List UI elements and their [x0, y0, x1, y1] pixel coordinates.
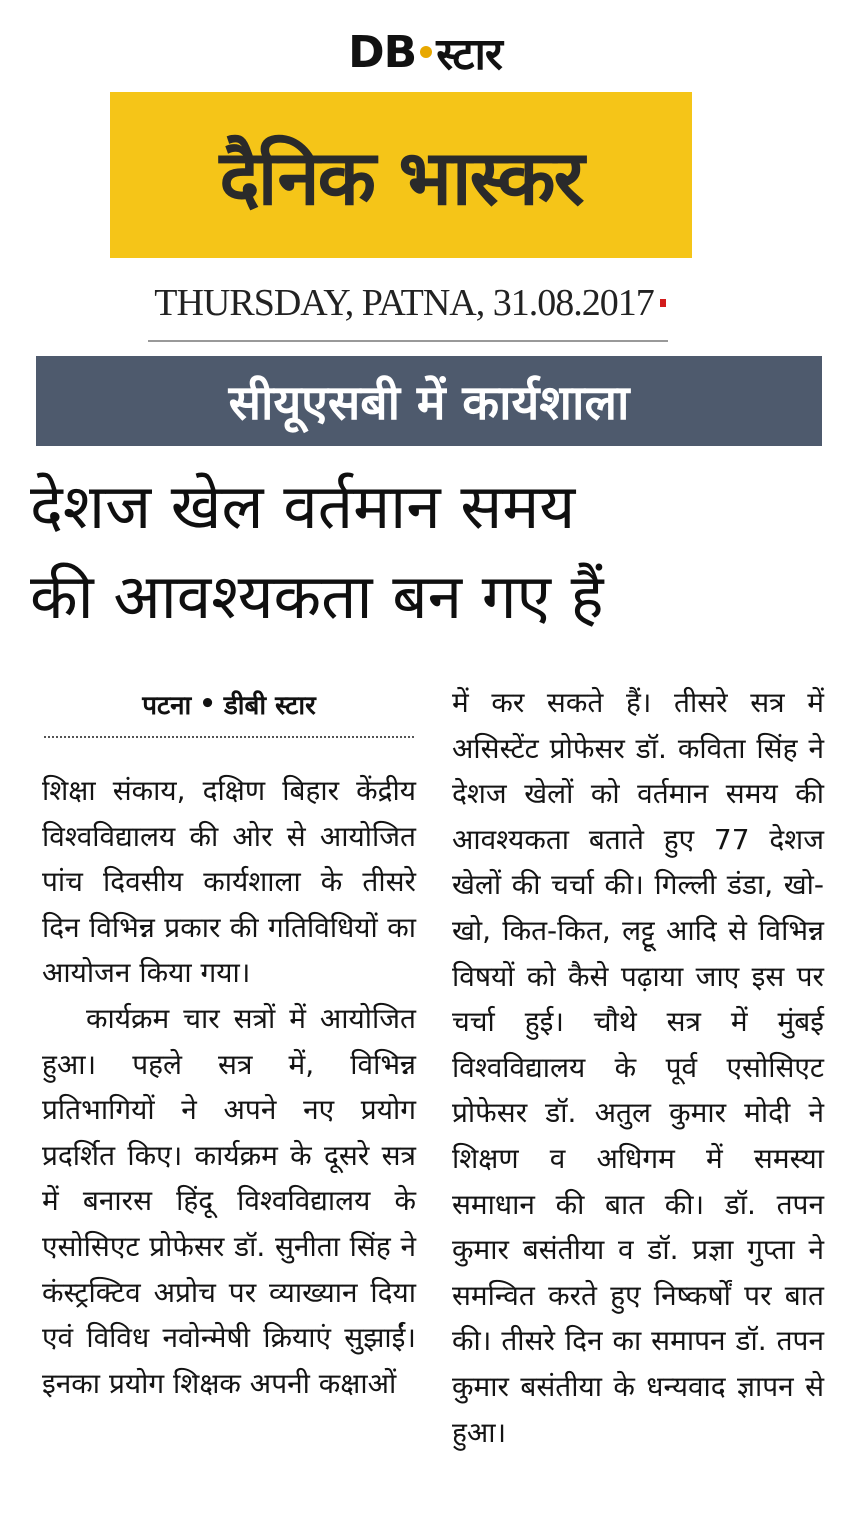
headline-line-1: देशज खेल वर्तमान समय: [30, 470, 576, 543]
dateline-text: THURSDAY, PATNA, 31.08.2017: [154, 282, 654, 324]
masthead-title: दैनिक भास्कर: [219, 132, 583, 222]
article-paragraph: में कर सकते हैं। तीसरे सत्र में असिस्टेंट प्रोफेसर डॉ. कविता सिंह ने देशज खेलों को वर्तमान समय की आवश्यकता बताते हुए 77 देशज खेलों की चर्चा की। गिल्ली डंडा, खो-खो, कित-कित, लट्टू आदि से विभिन्न विषयों को कैसे पढ़ाया जाए इस पर चर्चा हुई। चौथे सत्र में मुंबई विश्वविद्यालय के पूर्व एसोसिएट प्रोफेसर डॉ. अतुल कुमार मोदी ने शिक्षण व अधिगम में समस्या समाधान की बात की। डॉ. तपन कुमार बसंतीया व डॉ. प्रज्ञा गुप्ता ने समन्वित करते हुए निष्कर्षों पर बात की। तीसरे दिन का समापन डॉ. तपन कुमार बसंतीया के धन्यवाद ज्ञापन से हुआ।: [452, 686, 824, 1449]
kicker-title: सीयूएसबी में कार्यशाला: [228, 374, 630, 431]
db-star-logo: [290, 24, 560, 80]
logo-dot-icon: [420, 46, 432, 58]
db-star-logo-right: स्टार: [436, 29, 502, 80]
byline-city: पटना: [142, 691, 192, 721]
byline: [44, 684, 414, 724]
db-star-logo-left: DB: [348, 26, 417, 78]
byline-bullet: •: [199, 689, 216, 719]
byline-source: डीबी स्टार: [223, 691, 316, 721]
headline-line-2: की आवश्यकता बन गए हैं: [30, 560, 604, 633]
article-column-left: [42, 768, 416, 1406]
dateline: [150, 278, 670, 328]
masthead-banner: [110, 92, 692, 258]
article-paragraph: कार्यक्रम चार सत्रों में आयोजित हुआ। पहले सत्र में, विभिन्न प्रतिभागियों ने अपने नए प्रयोग प्रदर्शित किए। कार्यक्रम के दूसरे सत्र में बनारस हिंदू विश्वविद्यालय के एसोसिएट प्रोफेसर डॉ. सुनीता सिंह ने कंस्ट्रक्टिव अप्रोच पर व्याख्यान दिया एवं विविध नवोन्मेषी क्रियाएं सुझाईं। इनका प्रयोग शिक्षक अपनी कक्षाओं: [42, 1001, 416, 1400]
article-column-right: [452, 680, 824, 1455]
headline: [30, 462, 830, 642]
kicker-banner: [36, 356, 822, 446]
red-dot-icon: [660, 299, 666, 307]
dateline-divider: [148, 340, 668, 342]
article-paragraph: शिक्षा संकाय, दक्षिण बिहार केंद्रीय विश्वविद्यालय की ओर से आयोजित पांच दिवसीय कार्यशाला के तीसरे दिन विभिन्न प्रकार की गतिविधियों का आयोजन किया गया।: [42, 774, 416, 990]
byline-dotted-divider: [44, 736, 414, 738]
